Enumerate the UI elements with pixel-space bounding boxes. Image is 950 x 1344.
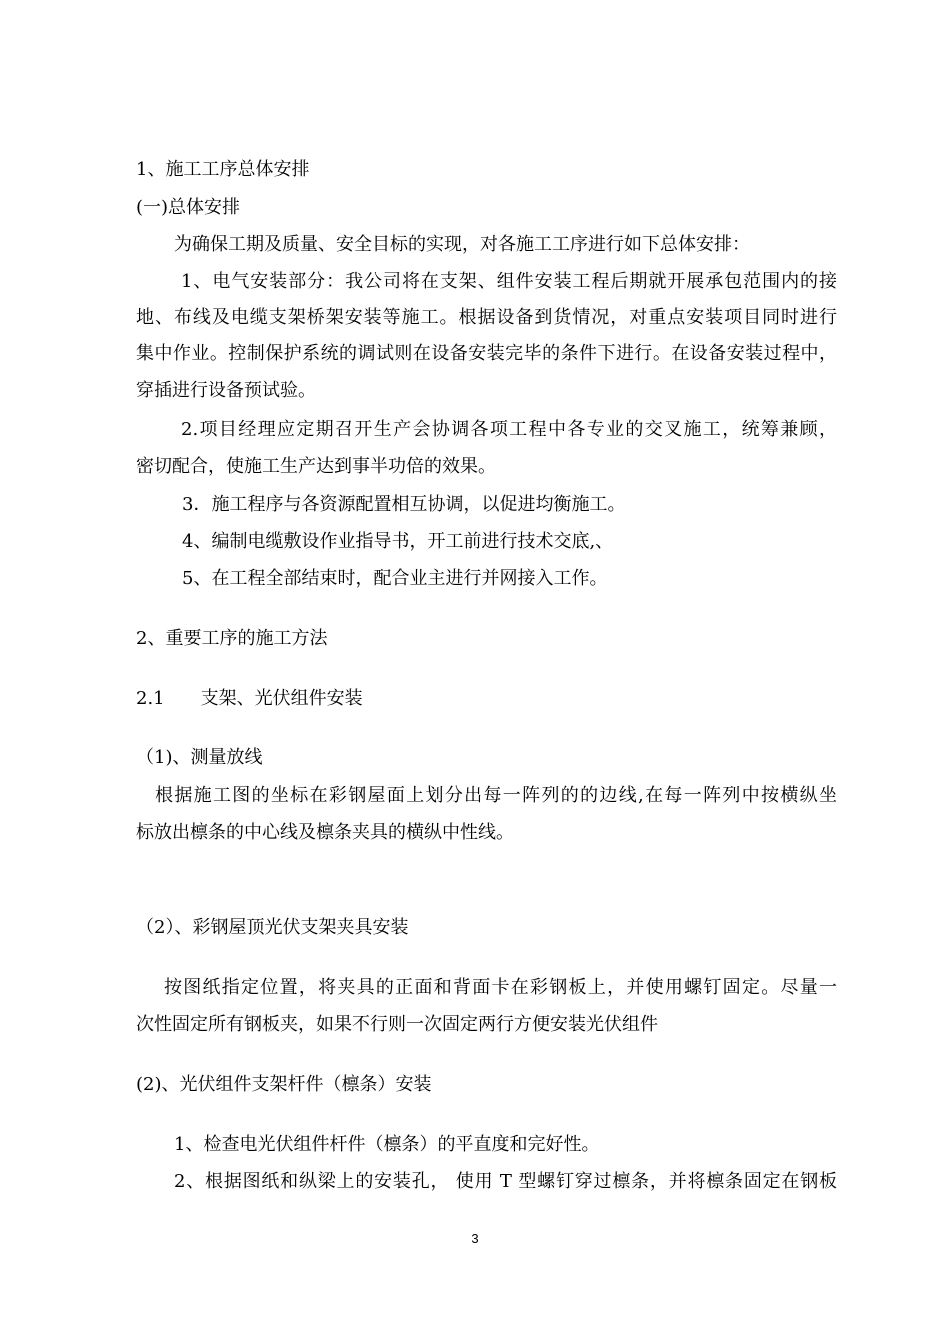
measurement-heading: （1)、测量放线 [136, 747, 263, 768]
item-2-line-1: 2.项目经理应定期召开生产会协调各项工程中各专业的交叉施工，统筹兼顾， [181, 419, 837, 440]
purlin-install-line-1: 1、检查电光伏组件杆件（檩条）的平直度和完好性。 [174, 1134, 600, 1155]
clamp-install-line-2: 次性固定所有钢板夹，如果不行则一次固定两行方便安装光伏组件 [136, 1014, 658, 1035]
section-heading-1: 1、施工工序总体安排 [136, 159, 310, 180]
subsection-heading-2-1: 2.1 支架、光伏组件安装 [136, 688, 363, 709]
item-2-line-2: 密切配合，使施工生产达到事半功倍的效果。 [136, 456, 496, 477]
item-1-line-4: 穿插进行设备预试验。 [136, 380, 316, 401]
measurement-line-1: 根据施工图的坐标在彩钢屋面上划分出每一阵列的的边线,在每一阵列中按横纵坐 [155, 785, 837, 806]
subsection-heading-overall: (一)总体安排 [136, 197, 241, 218]
page-number: 3 [471, 1231, 479, 1246]
clamp-install-line-1: 按图纸指定位置，将夹具的正面和背面卡在彩钢板上，并使用螺钉固定。尽量一 [164, 977, 837, 998]
item-1-line-1: 1、电气安装部分：我公司将在支架、组件安装工程后期就开展承包范围内的接 [181, 271, 837, 292]
intro-paragraph: 为确保工期及质量、安全目标的实现，对各施工工序进行如下总体安排： [174, 234, 750, 255]
purlin-install-heading: (2)、光伏组件支架杆件（檩条）安装 [136, 1074, 432, 1095]
item-5: 5、在工程全部结束时，配合业主进行并网接入工作。 [182, 568, 608, 589]
item-1-line-3: 集中作业。控制保护系统的调试则在设备安装完毕的条件下进行。在设备安装过程中， [136, 343, 837, 364]
item-4: 4、编制电缆敷设作业指导书，开工前进行技术交底,、 [182, 531, 614, 552]
purlin-install-line-2: 2、根据图纸和纵梁上的安装孔， 使用 T 型螺钉穿过檩条，并将檩条固定在钢板 [174, 1171, 837, 1192]
measurement-line-2: 标放出檩条的中心线及檩条夹具的横纵中性线。 [136, 822, 514, 843]
section-heading-2: 2、重要工序的施工方法 [136, 628, 328, 649]
item-1-line-2: 地、布线及电缆支架桥架安装等施工。根据设备到货情况，对重点安装项目同时进行 [136, 307, 837, 328]
item-3: 3．施工程序与各资源配置相互协调，以促进均衡施工。 [182, 494, 626, 515]
clamp-install-heading: （2）、彩钢屋顶光伏支架夹具安装 [136, 917, 409, 938]
